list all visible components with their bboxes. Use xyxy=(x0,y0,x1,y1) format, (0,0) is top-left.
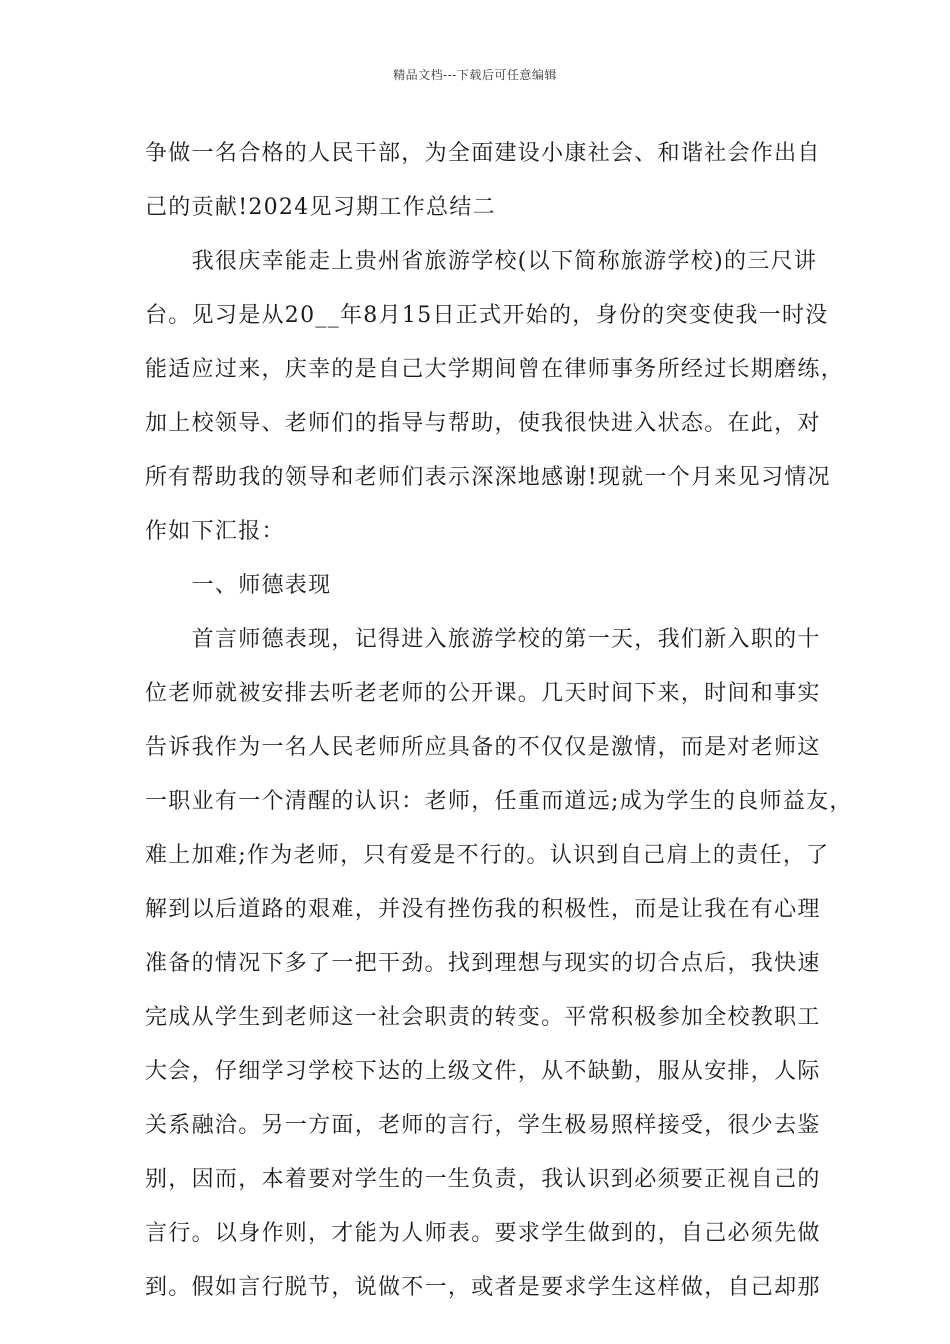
text-line: 所有帮助我的领导和老师们表示深深地感谢!现就一个月来见习情况 xyxy=(145,465,831,490)
text-line: 能适应过来，庆幸的是自己大学期间曾在律师事务所经过长期磨练， xyxy=(145,357,845,382)
document-body xyxy=(145,130,853,1318)
text-line: 争做一名合格的人民干部，为全面建设小康社会、和谐社会作出自 xyxy=(145,141,821,166)
text-line: 准备的情况下多了一把干劲。找到理想与现实的切合点后，我快速 xyxy=(145,951,821,976)
text-line: 大会，仔细学习学校下达的上级文件，从不缺勤，服从安排，人际 xyxy=(145,1059,821,1084)
text-line: 首言师德表现，记得进入旅游学校的第一天，我们新入职的十 xyxy=(145,627,821,652)
text-line: 位老师就被安排去听老老师的公开课。几天时间下来，时间和事实 xyxy=(145,681,821,706)
text-line: 作如下汇报： xyxy=(145,519,285,544)
section-heading: 一、师德表现 xyxy=(145,573,332,598)
text-line: 一职业有一个清醒的认识：老师，任重而道远;成为学生的良师益友， xyxy=(145,789,853,814)
text-line: 台。见习是从20__年8月15日正式开始的，身份的突变使我一时没 xyxy=(145,303,829,328)
text-line: 解到以后道路的艰难，并没有挫伤我的积极性，而是让我在有心理 xyxy=(145,897,821,922)
text-line: 言行。以身作则，才能为人师表。要求学生做到的，自己必须先做 xyxy=(145,1221,821,1246)
page-header: 精品文档---下载后可任意编辑 xyxy=(393,68,557,82)
text-line: 加上校领导、老师们的指导与帮助，使我很快进入状态。在此，对 xyxy=(145,411,821,436)
text-line: 告诉我作为一名人民老师所应具备的不仅仅是激情，而是对老师这 xyxy=(145,735,821,760)
text-line: 别，因而，本着要对学生的一生负责，我认识到必须要正视自己的 xyxy=(145,1167,821,1192)
text-line: 难上加难;作为老师，只有爱是不行的。认识到自己肩上的责任，了 xyxy=(145,843,830,868)
text-line: 关系融洽。另一方面，老师的言行，学生极易照样接受，很少去鉴 xyxy=(145,1113,821,1138)
text-line: 己的贡献!2024见习期工作总结二 xyxy=(145,195,496,220)
text-line: 到。假如言行脱节，说做不一，或者是要求学生这样做，自己却那 xyxy=(145,1275,821,1300)
text-line: 我很庆幸能走上贵州省旅游学校(以下简称旅游学校)的三尺讲 xyxy=(145,249,818,274)
text-line: 完成从学生到老师这一社会职责的转变。平常积极参加全校教职工 xyxy=(145,1005,821,1030)
